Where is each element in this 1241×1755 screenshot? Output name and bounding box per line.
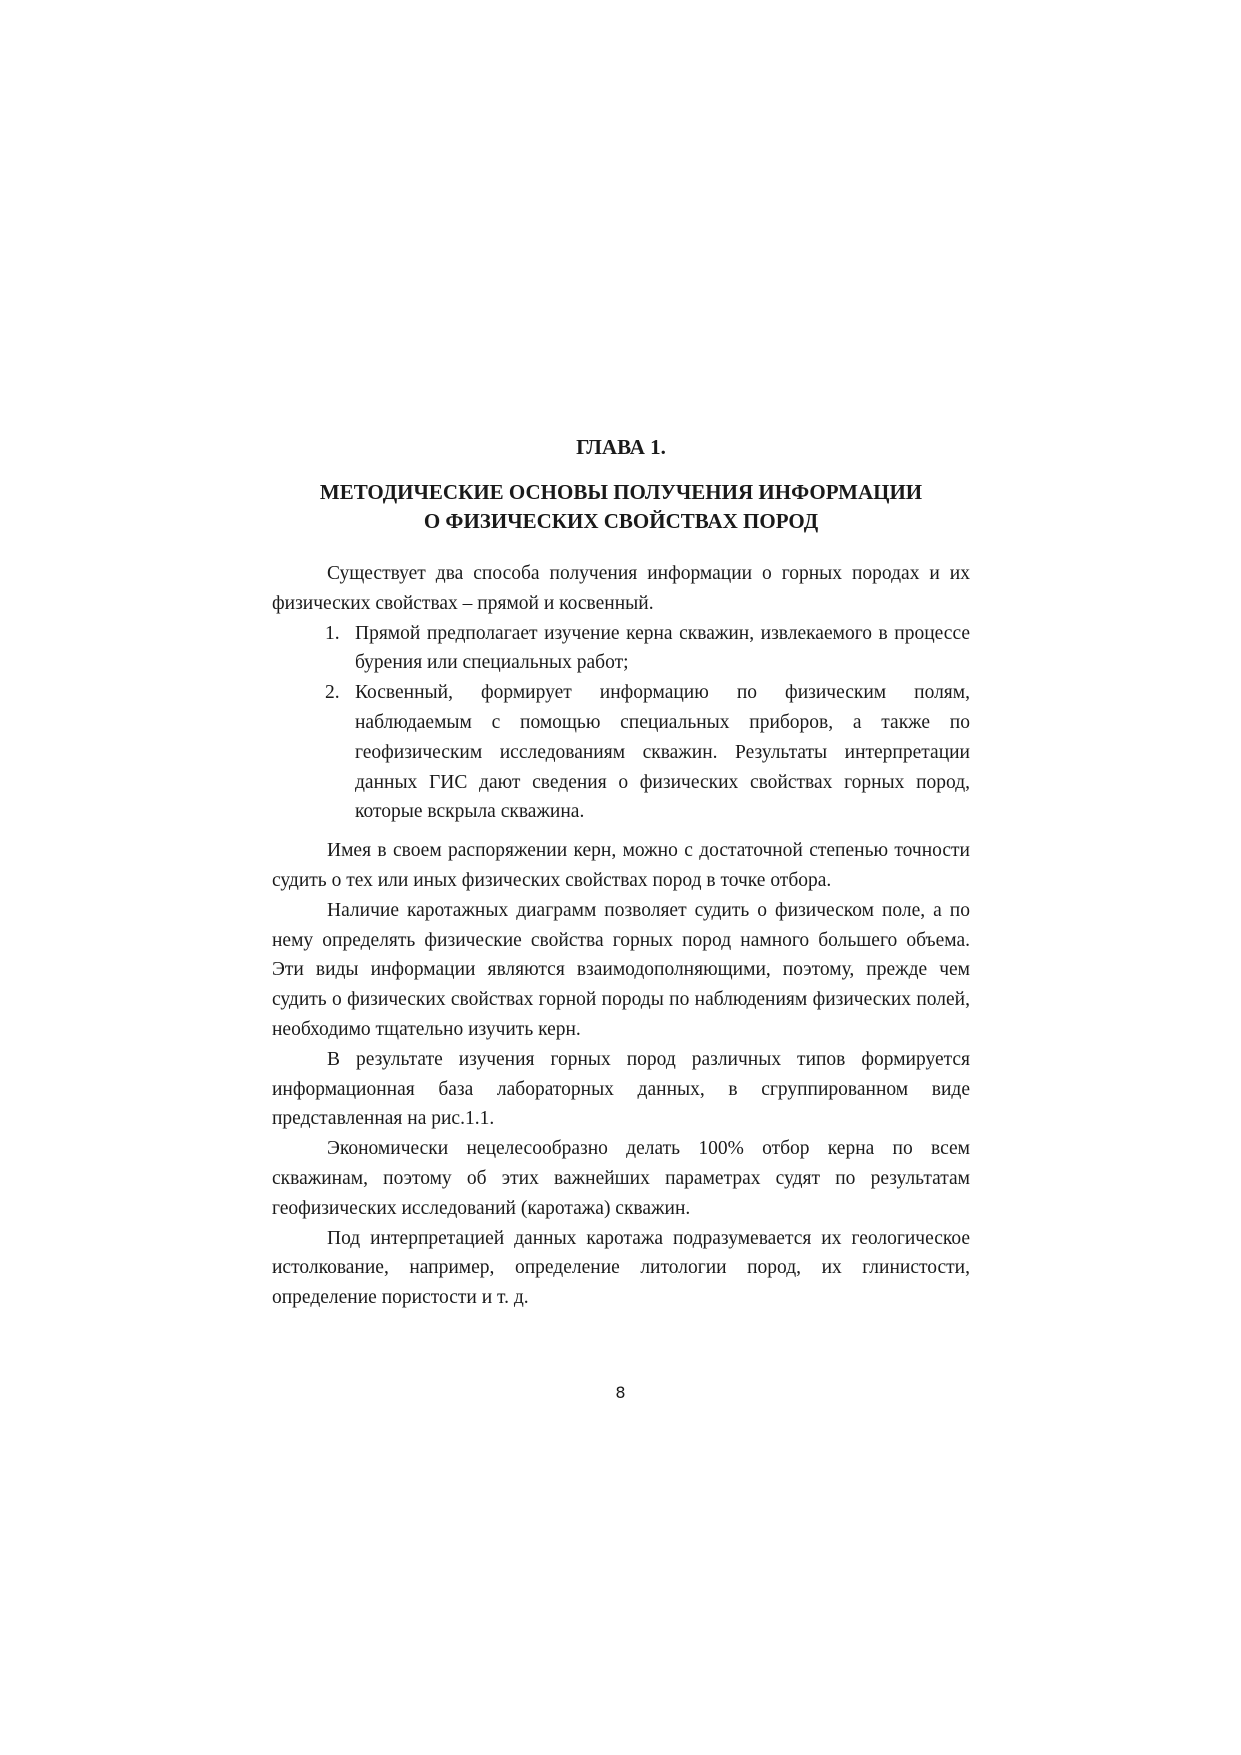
paragraph-economics: Экономически нецелесообразно делать 100% отбор керна по всем скважинам, поэтому об этих важнейших параметрах судят по результатам геофизических исследований (каротажа) скважин. <box>272 1138 970 1219</box>
paragraph-interpretation: Под интерпретацией данных каротажа подразумевается их геологическое истолкование, например, определение литологии пород, их глинистости, определение пористости и т. д. <box>272 1227 970 1309</box>
intro-paragraph: Существует два способа получения информации о горных породах и их физических свойствах – прямой и косвенный. <box>272 563 970 614</box>
text-block <box>272 432 970 1313</box>
list-item-number: 1. <box>325 622 340 644</box>
spacer <box>272 827 970 836</box>
page-number: 8 <box>615 1383 626 1402</box>
chapter-number: ГЛАВА 1. <box>576 435 666 459</box>
paragraph-logs: Наличие каротажных диаграмм позволяет судить о физическом поле, а по нему определять физические свойства горных пород намного большего объема. Эти виды информации являются взаимодополняющими, поэтому, прежде чем судить о физических свойствах горной породы по наблюдениям физических полей, необходимо тщательно изучить керн. <box>272 899 970 1040</box>
chapter-title-line-1: МЕТОДИЧЕСКИЕ ОСНОВЫ ПОЛУЧЕНИЯ ИНФОРМАЦИИ <box>319 480 923 504</box>
methods-list <box>272 619 970 828</box>
chapter-title-line-2: О ФИЗИЧЕСКИХ СВОЙСТВАХ ПОРОД <box>423 509 819 533</box>
list-item-number: 2. <box>325 682 340 704</box>
list-item-text: Прямой предполагает изучение керна скважин, извлекаемого в процессе бурения или специальных работ; <box>355 622 970 674</box>
list-item-text: Косвенный, формирует информацию по физическим полям, наблюдаемым с помощью специальных приборов, а также по геофизическим исследованиям скважин. Результаты интерпретации данных ГИС дают сведения о физических свойствах горных пород, которые вскрыла скважина. <box>355 682 970 823</box>
list-item <box>272 678 970 827</box>
chapter-title <box>272 478 970 536</box>
paragraph-core: Имея в своем распоряжении керн, можно с достаточной степенью точности судить о тех или иных физических свойствах пород в точке отбора. <box>272 840 970 891</box>
list-item <box>272 619 970 679</box>
paragraph-database: В результате изучения горных пород различных типов формируется информационная база лабораторных данных, в сгруппированном виде представленная на рис.1.1. <box>272 1048 970 1130</box>
